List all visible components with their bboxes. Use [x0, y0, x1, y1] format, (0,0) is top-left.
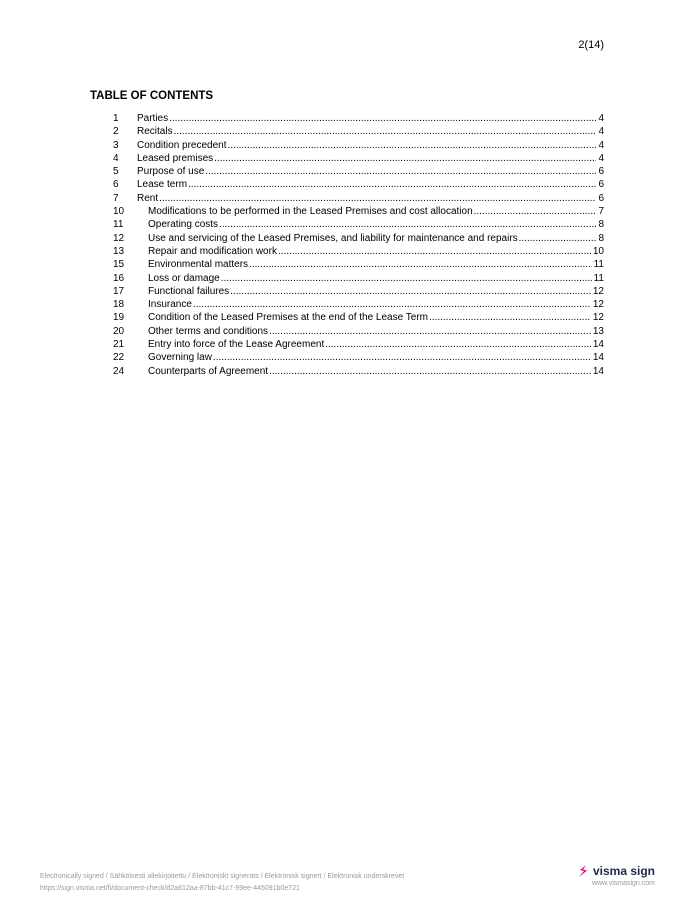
toc-entry[interactable]	[113, 139, 604, 152]
toc-entry-page: 8	[598, 232, 604, 244]
toc-dot-leader	[519, 232, 597, 245]
toc-entry-label: Environmental matters	[148, 259, 249, 271]
toc-dot-leader	[159, 192, 596, 205]
toc-entry-label: Insurance	[148, 299, 192, 311]
toc-entry[interactable]	[113, 272, 604, 285]
toc-entry-label: Other terms and conditions	[148, 325, 269, 337]
toc-entry-page: 14	[592, 339, 604, 351]
toc-entry-number: 13	[113, 245, 125, 257]
toc-entry-number: 3	[113, 139, 119, 151]
toc-dot-leader	[474, 205, 597, 218]
toc-dot-leader	[221, 272, 592, 285]
toc-dot-leader	[188, 178, 596, 191]
toc-dot-leader	[174, 125, 597, 138]
toc-entry-page: 4	[598, 126, 604, 138]
toc-entry[interactable]	[113, 325, 604, 338]
toc-entry-number: 21	[113, 339, 125, 351]
toc-entry-label: Repair and modification work	[148, 245, 277, 257]
toc-dot-leader	[219, 218, 596, 231]
toc-entry[interactable]	[113, 152, 604, 165]
brand-url[interactable]: www.vismasign.com	[591, 880, 655, 887]
toc-entry-number: 20	[113, 325, 125, 337]
toc-entry[interactable]	[113, 205, 604, 218]
toc-entry-label: Functional failures	[148, 285, 230, 297]
toc-entry-label: Recitals	[137, 126, 173, 138]
toc-entry[interactable]	[113, 365, 604, 378]
toc-entry-page: 13	[592, 325, 604, 337]
toc-dot-leader	[269, 365, 591, 378]
toc-entry-number: 6	[113, 179, 119, 191]
toc-entry[interactable]	[113, 112, 604, 125]
toc-entry-page: 10	[592, 245, 604, 257]
toc-entry-page: 12	[592, 312, 604, 324]
toc-entry-number: 22	[113, 352, 125, 364]
toc-entry[interactable]	[113, 311, 604, 324]
toc-entry-label: Rent	[137, 192, 159, 204]
toc-entry[interactable]	[113, 125, 604, 138]
toc-dot-leader	[213, 351, 591, 364]
toc-dot-leader	[278, 245, 591, 258]
footer-check-url[interactable]: https://sign.visma.net/fi/document-check/d2a812aa-87bb-41c7-99ee-445091b0e721	[40, 885, 300, 892]
toc-entry[interactable]	[113, 218, 604, 231]
toc-entry-number: 18	[113, 299, 125, 311]
toc-entry-page: 8	[598, 219, 604, 231]
toc-entry-page: 7	[598, 206, 604, 218]
toc-entry-number: 4	[113, 152, 119, 164]
toc-entry[interactable]	[113, 285, 604, 298]
toc-entry-label: Modifications to be performed in the Leased Premises and cost allocation	[148, 206, 473, 218]
toc-entry-page: 4	[598, 152, 604, 164]
toc-entry-label: Condition of the Leased Premises at the end of the Lease Term	[148, 312, 428, 324]
toc-list	[113, 112, 604, 378]
toc-entry-label: Lease term	[137, 179, 188, 191]
toc-entry-page: 14	[592, 365, 604, 377]
toc-entry-number: 10	[113, 206, 125, 218]
page-number: 2(14)	[578, 39, 604, 51]
toc-entry[interactable]	[113, 192, 604, 205]
toc-dot-leader	[429, 311, 591, 324]
toc-entry[interactable]	[113, 165, 604, 178]
toc-entry-page: 4	[598, 139, 604, 151]
toc-title: TABLE OF CONTENTS	[90, 90, 214, 102]
toc-entry-number: 2	[113, 126, 119, 138]
toc-entry-page: 6	[598, 179, 604, 191]
toc-entry-page: 11	[593, 272, 604, 284]
toc-entry[interactable]	[113, 298, 604, 311]
footer-signed-text: Electronically signed / Sähköisesti allekirjoitettu / Elektroniskt signerats / Elektronisk signert / Elektronisk underskrevet	[40, 873, 405, 880]
toc-entry-label: Purpose of use	[137, 166, 205, 178]
toc-entry-label: Operating costs	[148, 219, 219, 231]
toc-entry-page: 14	[592, 352, 604, 364]
toc-entry[interactable]	[113, 258, 604, 271]
footer-brand	[577, 864, 655, 887]
toc-dot-leader	[214, 152, 596, 165]
toc-entry[interactable]	[113, 232, 604, 245]
toc-entry[interactable]	[113, 338, 604, 351]
toc-dot-leader	[205, 165, 596, 178]
toc-entry-number: 11	[113, 219, 124, 231]
toc-entry-label: Leased premises	[137, 152, 214, 164]
toc-dot-leader	[269, 325, 591, 338]
toc-entry-label: Entry into force of the Lease Agreement	[148, 339, 325, 351]
toc-dot-leader	[193, 298, 591, 311]
toc-entry[interactable]	[113, 245, 604, 258]
toc-entry-page: 12	[592, 285, 604, 297]
toc-dot-leader	[228, 139, 597, 152]
toc-entry-label: Parties	[137, 113, 169, 124]
toc-entry-number: 15	[113, 259, 125, 271]
toc-entry-number: 24	[113, 365, 125, 377]
footer-signature-info	[40, 871, 404, 895]
toc-entry-label: Governing law	[148, 352, 212, 364]
visma-sign-logo-icon	[577, 864, 589, 878]
toc-entry-number: 7	[113, 192, 119, 204]
toc-entry-page: 11	[593, 259, 604, 271]
toc-entry[interactable]	[113, 351, 604, 364]
toc-entry-page: 6	[598, 166, 604, 178]
toc-entry-number: 5	[113, 166, 119, 178]
toc-dot-leader	[230, 285, 591, 298]
toc-entry[interactable]	[113, 178, 604, 191]
toc-entry-number: 17	[113, 285, 125, 297]
toc-entry-number: 12	[113, 232, 125, 244]
toc-dot-leader	[249, 258, 592, 271]
toc-entry-page: 4	[598, 113, 604, 124]
brand-name: visma sign	[592, 864, 655, 878]
toc-entry-number: 1	[113, 113, 119, 124]
toc-entry-label: Condition precedent	[137, 139, 227, 151]
toc-entry-page: 12	[592, 299, 604, 311]
toc-entry-page: 6	[598, 192, 604, 204]
toc-entry-label: Counterparts of Agreement	[148, 365, 269, 377]
toc-entry-label: Loss or damage	[148, 272, 220, 284]
toc-entry-label: Use and servicing of the Leased Premises, and liability for maintenance and repairs	[148, 232, 518, 244]
toc-dot-leader	[169, 112, 596, 125]
toc-entry-number: 16	[113, 272, 125, 284]
toc-entry-number: 19	[113, 312, 125, 324]
toc-dot-leader	[325, 338, 591, 351]
